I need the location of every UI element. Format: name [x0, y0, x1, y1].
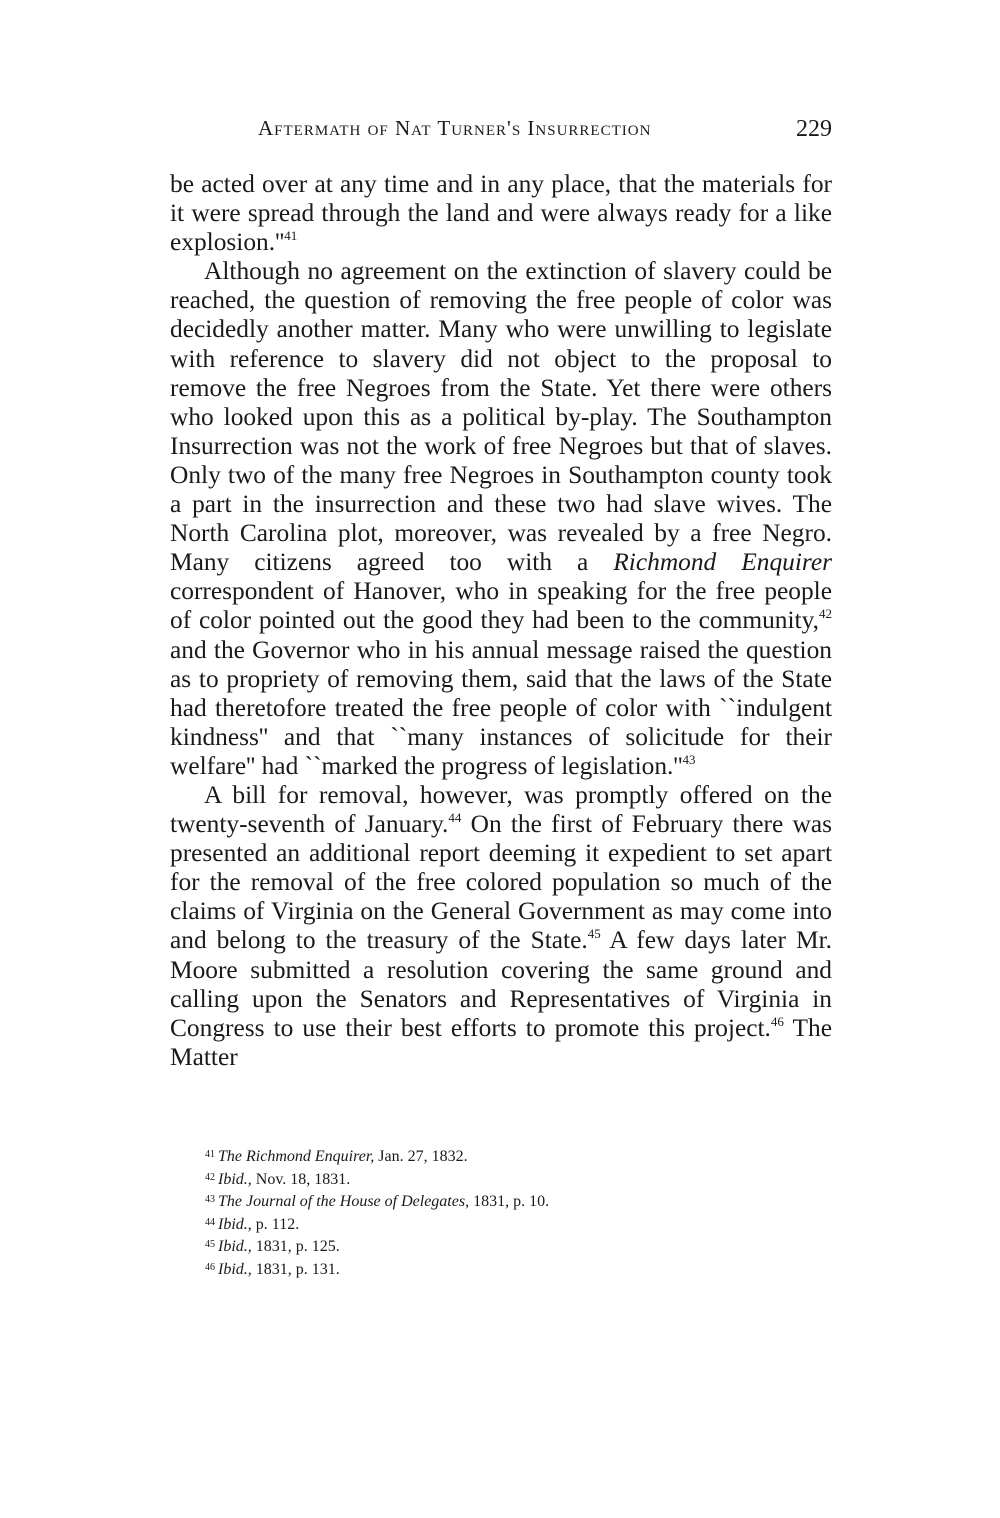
- footnote-reference: 42: [819, 606, 832, 622]
- footnote: [205, 1145, 765, 1168]
- page-header: [170, 116, 832, 156]
- footnote-number: 41: [205, 1149, 215, 1160]
- paragraph: [170, 781, 832, 1072]
- italic-text: Richmond Enquirer: [613, 548, 832, 577]
- paragraph: [170, 170, 832, 257]
- text-run: p. 112.: [251, 1215, 300, 1233]
- text-run: be acted over at any time and in any place, that the materials for it were spread through the land and were always ready for a like explosion.'': [170, 170, 832, 257]
- text-run: Although no agreement on the extinction of slavery could be reached, the question of removing the free people of color was decidedly another matter. Many who were unwilling to legislate with reference to slavery did not object to the proposal to remove the free Negroes from the State. Yet there were others who looked upon this as a political by-play. The Southampton Insurrection was not the work of free Negroes but that of slaves. Only two of the many free Negroes in Southampton county took a part in the insurrection and these two had slave wives. The North Carolina plot, moreover, was revealed by a free Negro. Many citizens agreed too with a: [170, 257, 832, 577]
- italic-text: The Richmond Enquirer,: [218, 1148, 375, 1165]
- paragraph: [170, 257, 832, 781]
- text-run: The Matter: [170, 1013, 832, 1071]
- text-run: correspondent of Hanover, who in speaking for the free people of color pointed out the good they had been to the community,: [170, 577, 832, 635]
- italic-text: Ibid.,: [218, 1215, 252, 1233]
- footnote: [205, 1258, 765, 1281]
- footnote-reference: 43: [682, 751, 696, 767]
- text-run: 1831, p. 125.: [251, 1238, 340, 1255]
- text-run: and the Governor who in his annual message raised the question as to propriety of removing them, said that the laws of the State had theretofore treated the free people of color with ``indulgent kindness'' and that ``many instances of solicitude for their welfare'' had ``marked the progress of legislation.'': [170, 635, 832, 780]
- footnotes: [205, 1145, 765, 1280]
- text-run: 1831, p. 10.: [469, 1193, 550, 1210]
- footnote-number: 45: [205, 1239, 215, 1250]
- footnote-number: 44: [205, 1216, 215, 1228]
- footnote-reference: 44: [448, 810, 462, 826]
- text-run: Jan. 27, 1832.: [374, 1148, 468, 1165]
- text-run: A few days later Mr. Moore submitted a resolution covering the same ground and calling upon the Senators and Representatives of Virginia in Congress to use their best efforts to promote this project.: [170, 926, 832, 1042]
- footnote: [205, 1190, 765, 1213]
- italic-text: Ibid.,: [218, 1238, 252, 1255]
- footnote: [205, 1213, 765, 1236]
- footnote-number: 43: [205, 1194, 215, 1205]
- footnote-reference: 41: [284, 228, 298, 244]
- running-head: Aftermath of Nat Turner's Insurrection: [258, 116, 652, 140]
- text-run: On the first of February there was presented an additional report deeming it expedient to set apart for the removal of the free colored population so much of the claims of Virginia on the General Government as may come into and belong to the treasury of the State.: [170, 810, 832, 955]
- italic-text: The Journal of the House of Delegates,: [218, 1193, 470, 1210]
- text-run: Nov. 18, 1831.: [251, 1170, 351, 1188]
- footnote-reference: 45: [587, 926, 601, 942]
- footnote-number: 46: [205, 1261, 215, 1273]
- body-text: [170, 170, 832, 1072]
- footnote: [205, 1235, 765, 1258]
- italic-text: Ibid.,: [218, 1170, 252, 1188]
- footnote: [205, 1168, 765, 1191]
- footnote-reference: 46: [770, 1013, 784, 1029]
- italic-text: Ibid.,: [218, 1260, 252, 1278]
- text-run: A bill for removal, however, was promptly offered on the twenty-seventh of January.: [170, 780, 832, 839]
- text-run: 1831, p. 131.: [251, 1260, 340, 1278]
- page-number: 229: [796, 116, 832, 142]
- footnote-number: 42: [205, 1171, 215, 1183]
